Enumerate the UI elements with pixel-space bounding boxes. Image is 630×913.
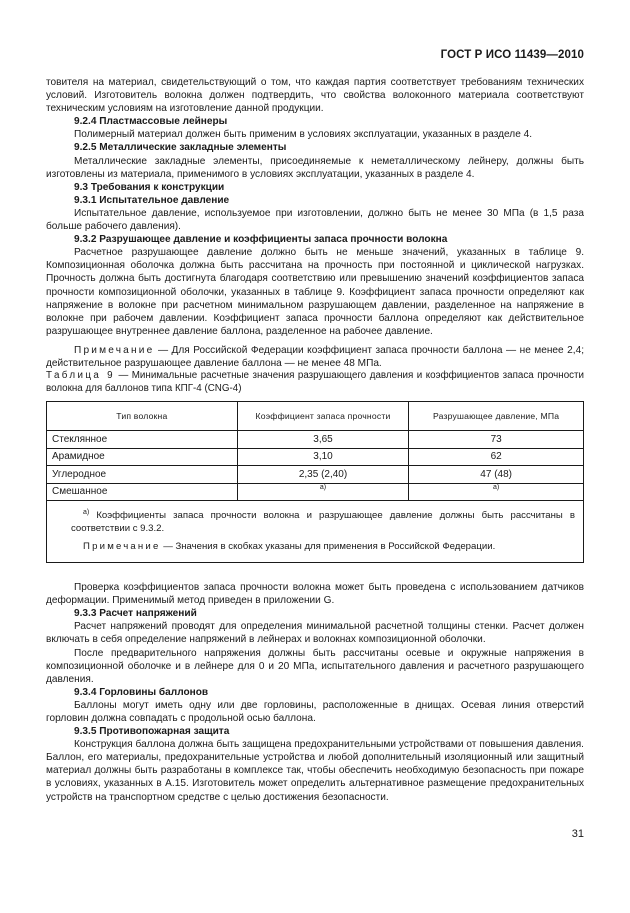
cell-fiber: Арамидное xyxy=(47,448,237,466)
table-container xyxy=(46,401,584,563)
cell-pressure: 47 (48) xyxy=(409,466,583,484)
table-caption-text: — Минимальные расчетные значения разрушающего давления и коэффициентов запаса прочности волокна для баллонов типа КПГ-4 (CNG-4) xyxy=(46,370,584,394)
table-caption-label: Таблица 9 xyxy=(46,370,115,382)
cell-factor: 3,10 xyxy=(237,448,409,466)
page-number: 31 xyxy=(571,828,584,840)
note xyxy=(46,344,584,370)
cell-fiber: Стеклянное xyxy=(47,431,237,449)
cell-pressure xyxy=(409,483,583,501)
table-footer xyxy=(47,501,583,562)
cell-fiber: Углеродное xyxy=(47,466,237,484)
data-table xyxy=(47,402,583,501)
section-heading: 9.3 Требования к конструкции xyxy=(74,181,225,193)
paragraph: Расчетное разрушающее давление должно быть не меньше значений, указанных в таблице 9. Композиционная оболочка должна быть рассчитана на прочность при постоянной и циклической нагрузках. Прочность должна быть достигнута благодаря соответствию или превышению значений коэффициентов запаса прочности композиционной оболочки, указанных в таблице 9. Коэффициент запаса прочности определяют как напряжение в волокне при расчетном минимальном разрушающем давлении, разделенное на напряжение в волокне при рабочем давлении. Коэффициент запаса прочности баллона определяют как действительное разрушающее внутреннее давление баллона, разделенное на рабочее давление. xyxy=(46,247,584,337)
section-heading: 9.3.5 Противопожарная защита xyxy=(74,726,230,738)
table-note-label: Примечание xyxy=(83,541,161,553)
table-row xyxy=(47,483,583,501)
table-note-text: — Значения в скобках указаны для применения в Российской Федерации. xyxy=(160,541,496,553)
column-header-pressure: Разрушающее давление, МПа xyxy=(409,402,583,431)
table-note xyxy=(71,541,575,554)
paragraph: Испытательное давление, используемое при изготовлении, должно быть не менее 30 МПа (в 1,5 раза больше рабочего давления). xyxy=(46,207,584,233)
cell-pressure: 73 xyxy=(409,431,583,449)
table-row xyxy=(47,466,583,484)
page-content xyxy=(46,76,584,804)
section-heading: 9.3.2 Разрушающее давление и коэффициенты запаса прочности волокна xyxy=(74,234,448,246)
paragraph: Полимерный материал должен быть применим в условиях эксплуатации, указанных в разделе 4. xyxy=(74,129,533,141)
document-header: ГОСТ Р ИСО 11439—2010 xyxy=(440,49,584,61)
column-header-factor: Коэффициент запаса прочности xyxy=(237,402,409,431)
footnote-ref: а) xyxy=(493,483,500,491)
paragraph: После предварительного напряжения должны быть рассчитаны осевые и окружные напряжения в композиционной оболочке и в лейнере для 0 и 20 МПа, испытательного давления и расчетного разрушающего давления. xyxy=(46,647,584,685)
cell-fiber: Смешанное xyxy=(47,483,237,501)
continued-paragraph: товителя на материал, свидетельствующий о том, что каждая партия соответствует требованиям технических условий. Изготовитель волокна должен подтвердить, что свойства волоконного материала соответствуют техническим условиям на изготовление данной продукции. xyxy=(46,77,584,115)
footnote-ref: а) xyxy=(319,483,327,491)
paragraph: Металлические закладные элементы, присоединяемые к неметаллическому лейнеру, должны быть изготовлены из материала, применимого в условиях эксплуатации, указанных в разделе 4. xyxy=(46,155,584,180)
cell-pressure: 62 xyxy=(409,448,583,466)
paragraph: Конструкция баллона должна быть защищена предохранительными устройствами от повышения давления. Баллон, его материалы, предохранительные устройства и любой дополнительный изоляционный или защитный материал должны быть разработаны в комплексе так, чтобы обеспечить необходимую безопасность при пожаре в условиях, указанных в А.15. Изготовитель может определить альтернативное размещение предохранительных устройств на транспортном средстве с целью достижения безопасности. xyxy=(46,739,584,803)
paragraph: Проверка коэффициентов запаса прочности волокна может быть проведена с использованием датчиков деформации. Применимый метод приведен в приложении G. xyxy=(46,582,584,607)
cell-factor: 3,65 xyxy=(237,431,409,449)
paragraph: Баллоны могут иметь одну или две горловины, расположенные в днищах. Осевая линия отверстий горловин должна совпадать с продольной осью баллона. xyxy=(46,699,584,724)
section-heading: 9.3.1 Испытательное давление xyxy=(74,194,230,206)
column-header-fiber: Тип волокна xyxy=(47,402,237,431)
cell-factor xyxy=(237,483,409,501)
footnote-text: Коэффициенты запаса прочности волокна и разрушающее давление должны быть рассчитаны в соответствии с 9.3.2. xyxy=(71,510,575,534)
footnote-mark: а) xyxy=(83,509,90,517)
table-footnote xyxy=(71,507,575,535)
table-caption xyxy=(46,370,584,395)
section-heading: 9.3.3 Расчет напряжений xyxy=(74,608,197,620)
cell-factor: 2,35 (2,40) xyxy=(237,466,409,484)
note-label: Примечание xyxy=(74,344,155,356)
table-row xyxy=(47,431,583,449)
table-header-row xyxy=(47,402,583,431)
section-heading: 9.3.4 Горловины баллонов xyxy=(74,686,209,698)
note-text: — Для Российской Федерации коэффициент запаса прочности баллона — не менее 2,4; действительное разрушающее давление баллона — не менее 48 МПа. xyxy=(46,344,584,369)
section-heading: 9.2.4 Пластмассовые лейнеры xyxy=(74,116,228,128)
table-row xyxy=(47,448,583,466)
section-heading: 9.2.5 Металлические закладные элементы xyxy=(74,142,287,154)
paragraph: Расчет напряжений проводят для определения минимальной расчетной толщины стенки. Расчет должен включать в себя определение напряжений в лейнерах и волокнах композиционной оболочки. xyxy=(46,621,584,646)
